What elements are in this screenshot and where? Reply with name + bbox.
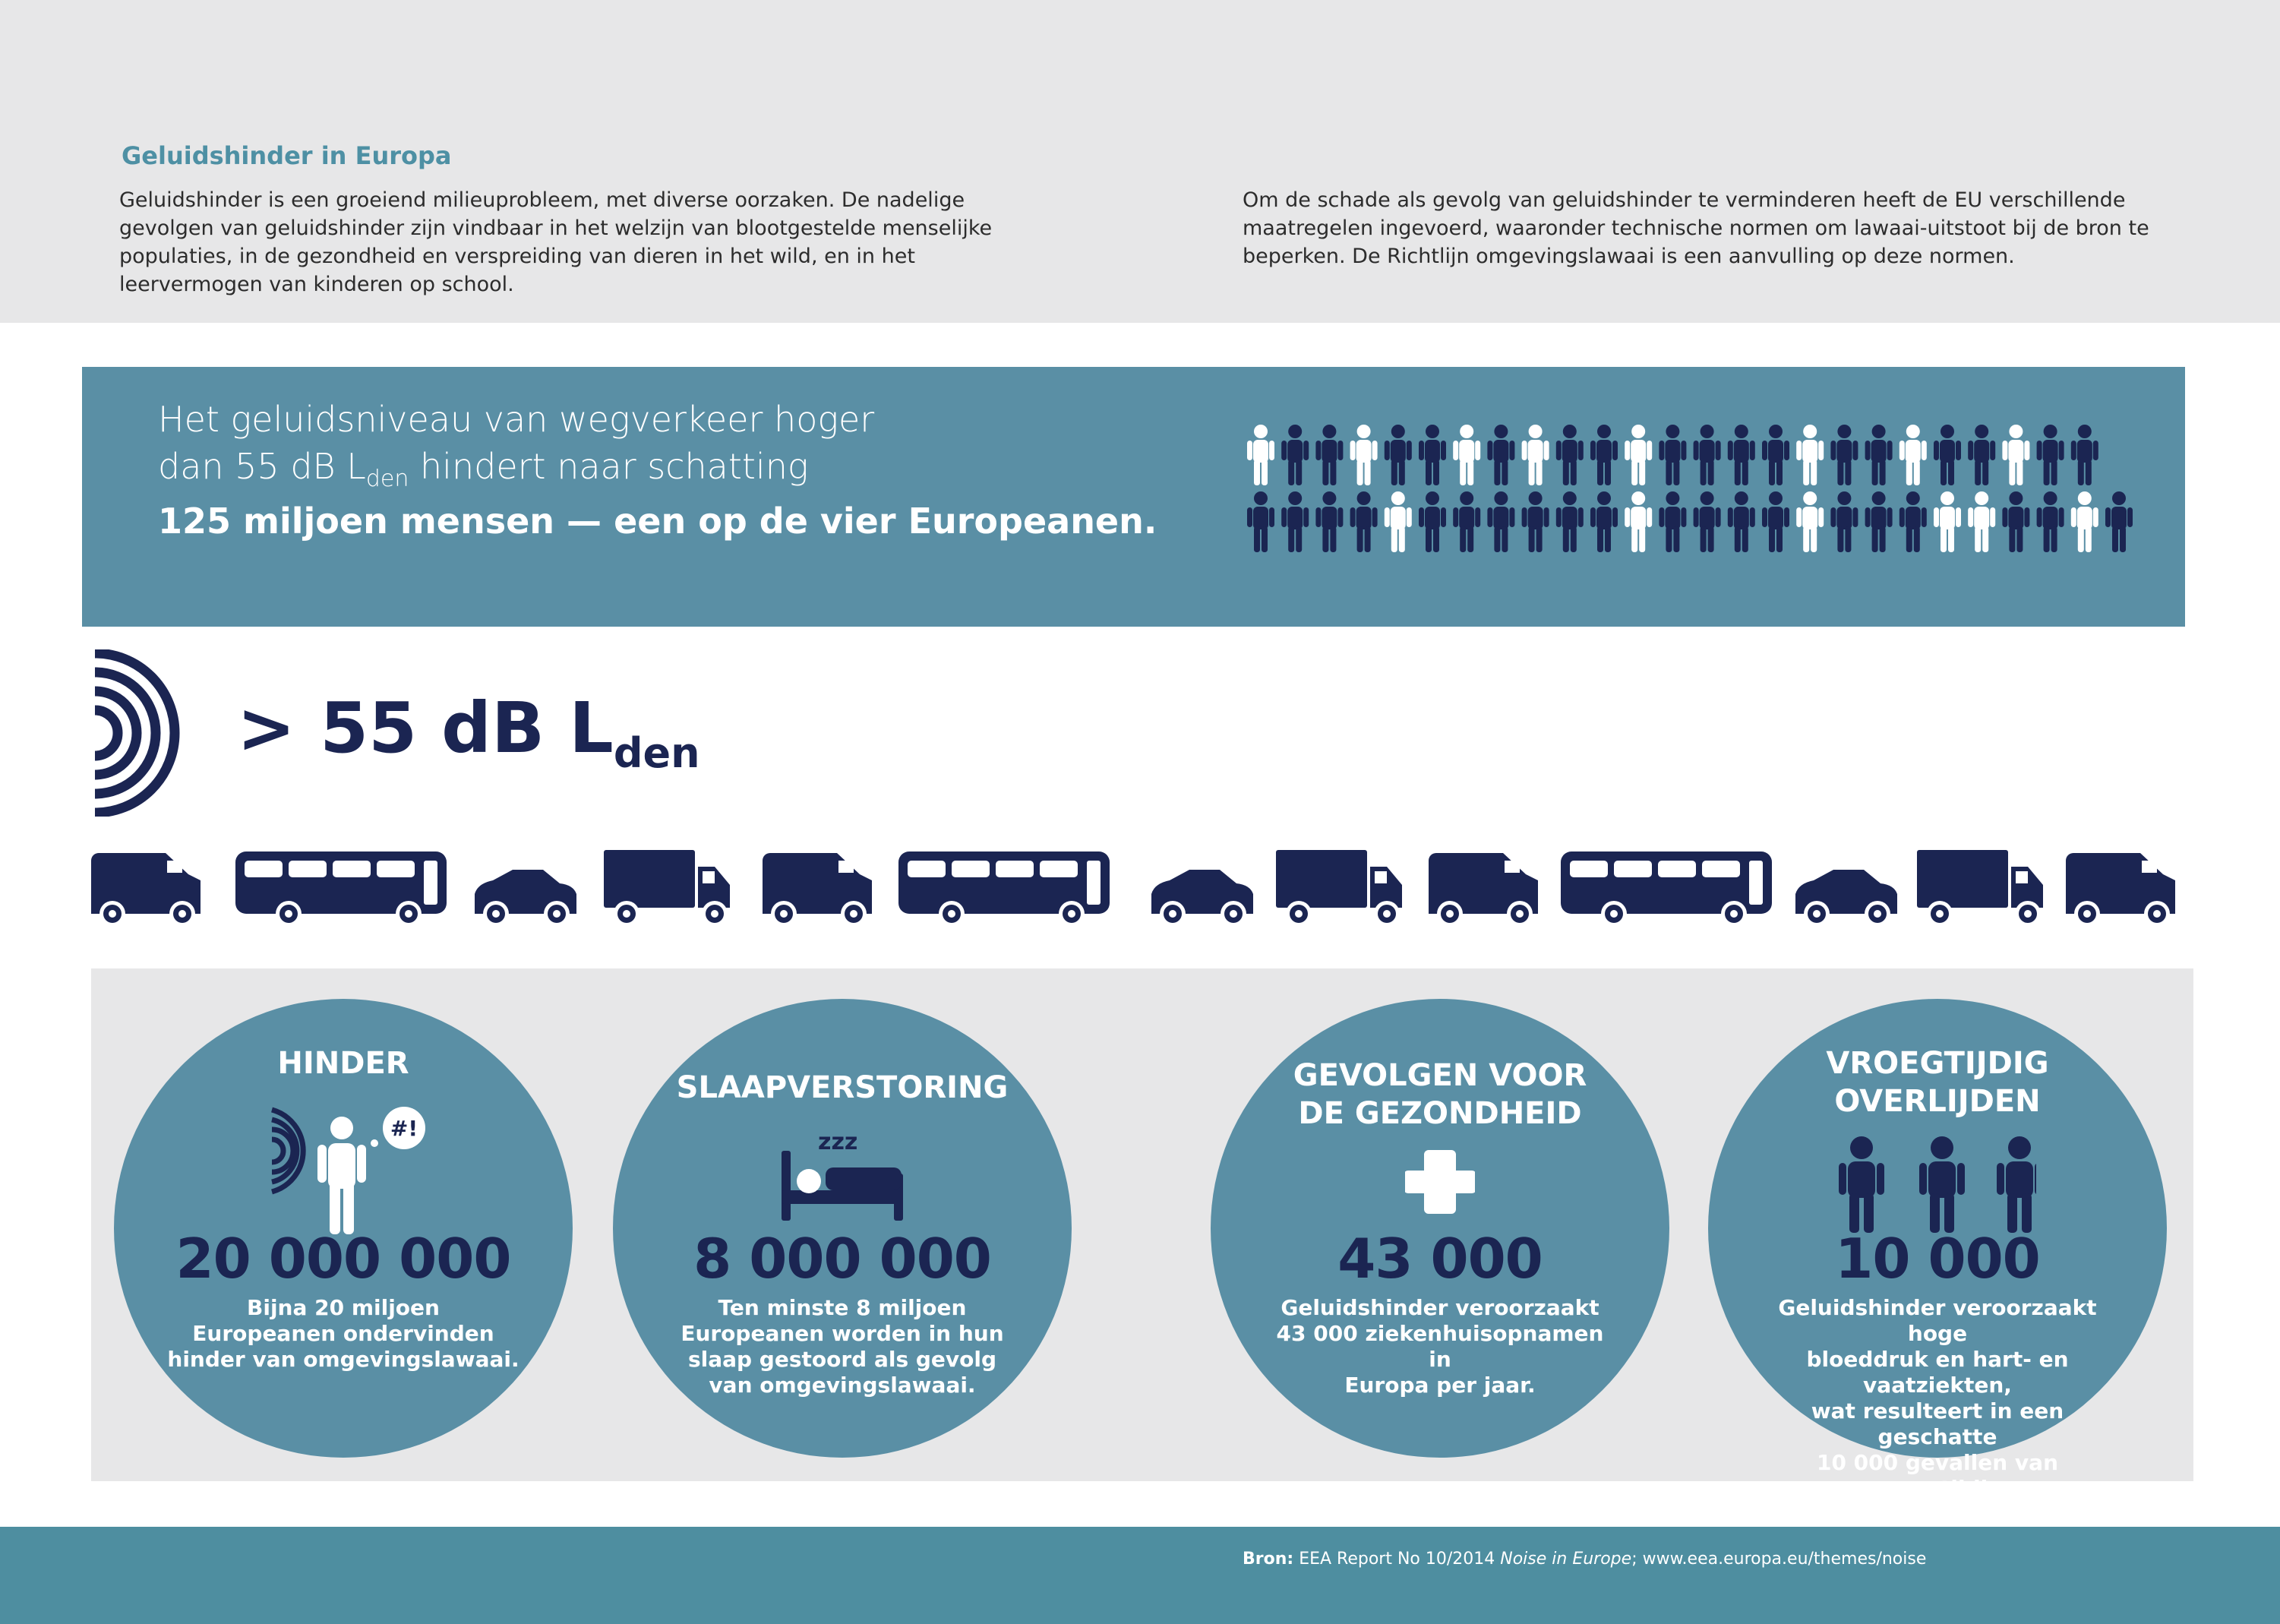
- person-icon-dark: [1728, 425, 1755, 485]
- person-icon-dark: [1419, 491, 1446, 552]
- noise-threshold-subscript: den: [613, 729, 700, 777]
- bus-icon: [898, 851, 1110, 927]
- stat-title: HINDER: [277, 1046, 409, 1081]
- stat-description: Ten minste 8 miljoen Europeanen worden in hun slaap gestoord als gevolg van omgevingslawaai.: [681, 1295, 1004, 1398]
- person-icon-dark: [1865, 425, 1893, 485]
- banner-line2-pre: dan 55 dB L: [158, 446, 366, 487]
- car-icon: [475, 870, 576, 927]
- bus-icon: [1561, 851, 1772, 927]
- noise-threshold-label: [237, 687, 700, 777]
- person-icon-light: [1934, 491, 1961, 552]
- van-icon: [2066, 853, 2175, 927]
- person-icon-dark: [1281, 491, 1309, 552]
- person-icon-dark: [1728, 491, 1755, 552]
- truck-icon: [1276, 850, 1402, 927]
- person-icon-dark: [1522, 491, 1549, 552]
- person-icon-light: [2002, 425, 2029, 485]
- stat-description: Bijna 20 miljoen Europeanen ondervinden hinder van omgevingslawaai.: [167, 1295, 519, 1372]
- van-icon: [1429, 853, 1538, 927]
- person-icon-light: [1625, 425, 1652, 485]
- person-icon-light: [1796, 491, 1824, 552]
- person-icon-light: [1796, 425, 1824, 485]
- bus-icon: [235, 851, 447, 927]
- person-icon-dark: [1830, 491, 1858, 552]
- stat-circle-gezondheid: [1211, 999, 1669, 1458]
- noise-threshold-prefix: > 55 dB L: [237, 687, 614, 769]
- annoyed-person-icon: [266, 1105, 433, 1242]
- person-icon-dark: [1762, 425, 1789, 485]
- banner-line1: Het geluidsniveau van wegverkeer hoger: [158, 399, 875, 440]
- person-icon-dark: [1865, 491, 1893, 552]
- intro-section: [0, 0, 2280, 323]
- person-icon-dark: [1453, 491, 1480, 552]
- van-icon: [91, 853, 201, 927]
- person-icon-dark: [1899, 491, 1927, 552]
- stat-description: Geluidshinder veroorzaakt 43 000 ziekenhuisopnamen in Europa per jaar.: [1276, 1295, 1604, 1398]
- stat-circle-overlijden: [1708, 999, 2167, 1527]
- person-icon-light: [1522, 425, 1549, 485]
- person-icon-dark: [1830, 425, 1858, 485]
- person-icon-dark: [1694, 491, 1721, 552]
- source-title: Noise in Europe: [1500, 1550, 1632, 1569]
- people-grid: [1246, 425, 2233, 561]
- car-icon: [1795, 870, 1897, 927]
- person-icon-dark: [2002, 491, 2029, 552]
- person-icon-dark: [1659, 425, 1686, 485]
- person-icon-dark: [1315, 491, 1343, 552]
- banner-line3: 125 miljoen mensen — een op de vier Europeanen.: [158, 501, 1157, 542]
- person-icon-dark: [1762, 491, 1789, 552]
- sound-waves-icon: [95, 649, 194, 817]
- banner-line2-sub: den: [365, 466, 409, 492]
- person-icon-dark: [1281, 425, 1309, 485]
- person-icon-dark: [1934, 425, 1961, 485]
- person-icon-light: [1350, 425, 1378, 485]
- person-icon-dark: [1350, 491, 1378, 552]
- intro-paragraph-left: Geluidshinder is een groeiend milieuprobleem, met diverse oorzaken. De nadelige gevolgen van geluidshinder zijn vindbaar in het welzijn van blootgestelde menselijke populaties, in de gezondheid en verspreiding van dieren in het wild, en in het leervermogen van kinderen op school.: [119, 188, 993, 296]
- medical-cross-icon: [1405, 1147, 1475, 1217]
- person-icon-dark: [1487, 425, 1514, 485]
- three-persons-icon: [1839, 1136, 2036, 1234]
- footer: [0, 1527, 2280, 1624]
- source-report: EEA Report No 10/2014: [1293, 1550, 1501, 1569]
- stat-number: 20 000 000: [175, 1227, 511, 1291]
- person-icon-dark: [1315, 425, 1343, 485]
- person-icon-dark: [1385, 425, 1412, 485]
- vehicle-row: [91, 847, 2187, 930]
- person-icon-light: [1453, 425, 1480, 485]
- car-icon: [1151, 870, 1253, 927]
- source-label: Bron:: [1243, 1550, 1294, 1569]
- intro-paragraph-right: Om de schade als gevolg van geluidshinder te verminderen heeft de EU verschillende maatregelen ingevoerd, waaronder technische normen om lawaai-uitstoot bij de bron te beperken. De Richtlijn omgevingslawaai is een aanvulling op deze normen.: [1243, 188, 2149, 268]
- truck-icon: [1917, 850, 2043, 927]
- stat-title: GEVOLGEN VOOR DE GEZONDHEID: [1293, 1058, 1587, 1131]
- source-url: ; www.eea.europa.eu/themes/noise: [1631, 1550, 1927, 1569]
- van-icon: [763, 853, 872, 927]
- person-icon-light: [1899, 425, 1927, 485]
- stat-circle-hinder: [114, 999, 573, 1458]
- person-icon-dark: [1590, 491, 1618, 552]
- stat-number: 8 000 000: [693, 1227, 991, 1291]
- source-line: [1243, 1550, 1926, 1569]
- person-icon-dark: [2071, 425, 2098, 485]
- svg-text:#!: #!: [390, 1116, 418, 1141]
- truck-icon: [604, 850, 730, 927]
- person-icon-dark: [1487, 491, 1514, 552]
- banner: [82, 367, 2185, 627]
- banner-line2-post: hindert naar schatting: [409, 446, 809, 487]
- person-icon-dark: [2037, 491, 2064, 552]
- stat-circle-slaapverstoring: [613, 999, 1072, 1458]
- person-icon-dark: [1556, 425, 1584, 485]
- person-icon-dark: [1247, 491, 1274, 552]
- person-icon-dark: [2037, 425, 2064, 485]
- person-icon-dark: [1419, 425, 1446, 485]
- banner-line2: [158, 446, 808, 492]
- sleeping-person-icon: [782, 1120, 911, 1227]
- person-icon-light: [2071, 491, 2098, 552]
- stat-number: 10 000: [1835, 1227, 2040, 1291]
- stat-description: Geluidshinder veroorzaakt hoge bloeddruk en hart- en vaatziekten, wat resulteert in een geschatte 10 000 gevallen van vroegtijdig overlijden per jaar: [1778, 1295, 2097, 1527]
- person-icon-dark: [1968, 425, 1995, 485]
- person-icon-light: [1247, 425, 1274, 485]
- person-icon-dark: [1556, 491, 1584, 552]
- person-icon-dark: [1659, 491, 1686, 552]
- stat-title: SLAAPVERSTORING: [676, 1070, 1009, 1105]
- stat-number: 43 000: [1337, 1227, 1543, 1291]
- person-icon-dark: [1590, 425, 1618, 485]
- intro-title: Geluidshinder in Europa: [122, 141, 452, 170]
- person-icon-dark: [1694, 425, 1721, 485]
- person-icon-light: [1385, 491, 1412, 552]
- person-icon-dark: [2105, 491, 2133, 552]
- person-icon-light: [1968, 491, 1995, 552]
- svg-text:zzz: zzz: [818, 1129, 858, 1155]
- person-icon-light: [1625, 491, 1652, 552]
- stat-title: VROEGTIJDIG OVERLIJDEN: [1826, 1046, 2049, 1119]
